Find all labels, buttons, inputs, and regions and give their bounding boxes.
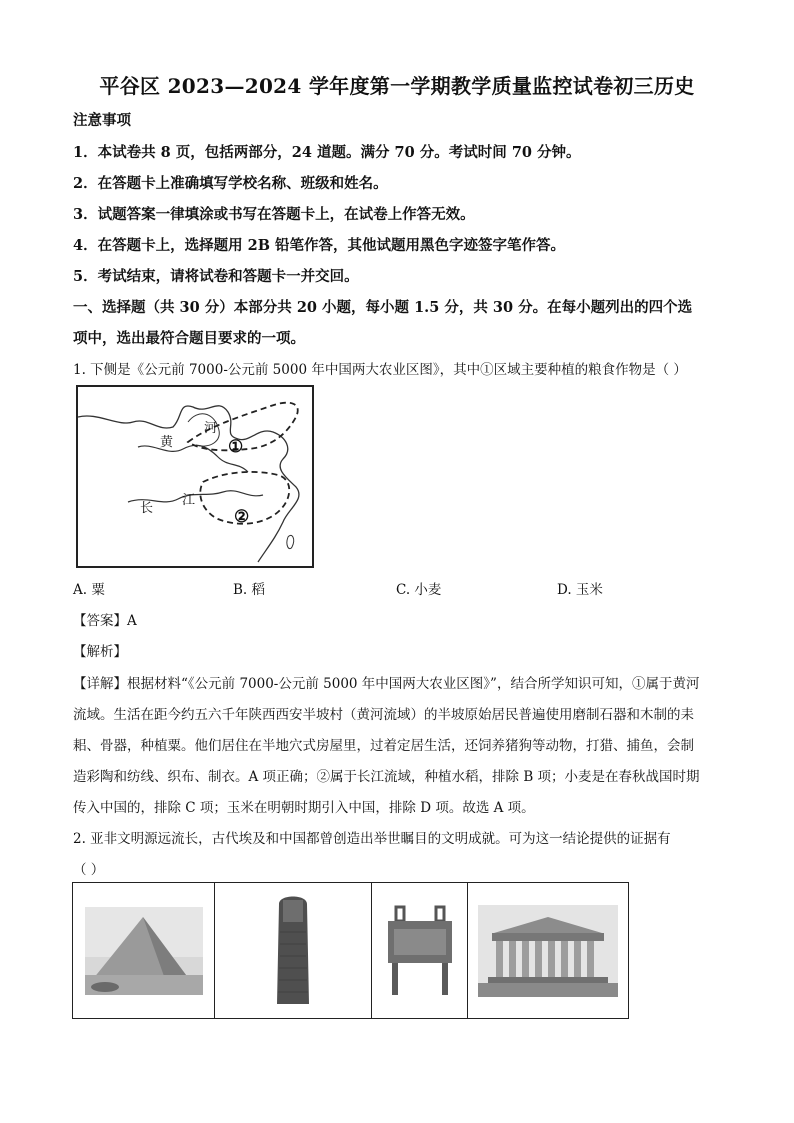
option-b: B. 稻 [233, 582, 266, 598]
detail-line: 流域。生活在距今约五六千年陕西西安半坡村（黄河流域）的半坡原始居民普遍使用磨制石器和木制的耒 [73, 707, 694, 723]
option-c: C. 小麦 [396, 582, 442, 598]
notice-item: 5．考试结束，请将试卷和答题卡一并交回。 [73, 268, 359, 285]
map-drawing [78, 387, 312, 566]
agriculture-map [76, 385, 314, 568]
section-heading: 一、选择题（共 30 分）本部分共 20 小题，每小题 1.5 分，共 30 分。在每小题列出的四个选 [73, 299, 693, 316]
option-d: D. 玉米 [557, 582, 603, 598]
option-a: A. 粟 [73, 582, 105, 598]
detail-line: 造彩陶和纺线、织布、制衣。A 项正确；②属于长江流域，种植水稻，排除 B 项；小麦是在春秋战国时期 [73, 769, 700, 785]
image-table [72, 882, 629, 1019]
map-label: 黄 [160, 435, 174, 450]
detail-line: 传入中国的，排除 C 项；玉米在明朝时期引入中国，排除 D 项。故选 A 项。 [73, 800, 535, 816]
bronze-ding-image [372, 883, 468, 1018]
notice-item: 1．本试卷共 8 页，包括两部分，24 道题。满分 70 分。考试时间 70 分钟。 [73, 144, 581, 161]
question-1-stem: 1. 下侧是《公元前 7000-公元前 5000 年中国两大农业区图》，其中①区域主要种植的粮食作物是（ ） [73, 362, 687, 378]
detail-line: 耜、骨器，种植粟。他们居住在半地穴式房屋里，过着定居生活，还饲养猪狗等动物，打猎、捕鱼，会制 [73, 738, 694, 754]
notice-item: 3．试题答案一律填涂或书写在答题卡上，在试卷上作答无效。 [73, 206, 475, 223]
pyramid-image [73, 883, 215, 1018]
question-2-blank: （ ） [73, 862, 105, 878]
page-title: 平谷区 2023—2024 学年度第一学期教学质量监控试卷初三历史 [99, 74, 695, 98]
notice-item: 4．在答题卡上，选择题用 2B 铅笔作答，其他试题用黑色字迹签字笔作答。 [73, 237, 566, 254]
parthenon-image [468, 883, 628, 1018]
detail-line: 【详解】根据材料“《公元前 7000-公元前 5000 年中国两大农业区图》”，结合所学知识可知，①属于黄河 [73, 676, 700, 692]
analysis-label: 【解析】 [73, 644, 127, 660]
notice-heading: 注意事项 [73, 112, 131, 129]
hammurabi-stele-image [215, 883, 372, 1018]
map-label: 长 [140, 501, 154, 516]
map-label: 河 [204, 421, 218, 436]
section-heading-cont: 项中，选出最符合题目要求的一项。 [73, 330, 305, 347]
map-label: 江 [182, 493, 196, 508]
region-1-marker: ① [228, 437, 244, 457]
region-2-marker: ② [234, 507, 250, 527]
question-2-stem: 2. 亚非文明源远流长，古代埃及和中国都曾创造出举世瞩目的文明成就。可为这一结论提供的证据有 [73, 831, 671, 847]
answer-label: 【答案】A [73, 613, 137, 629]
notice-item: 2．在答题卡上准确填写学校名称、班级和姓名。 [73, 175, 388, 192]
